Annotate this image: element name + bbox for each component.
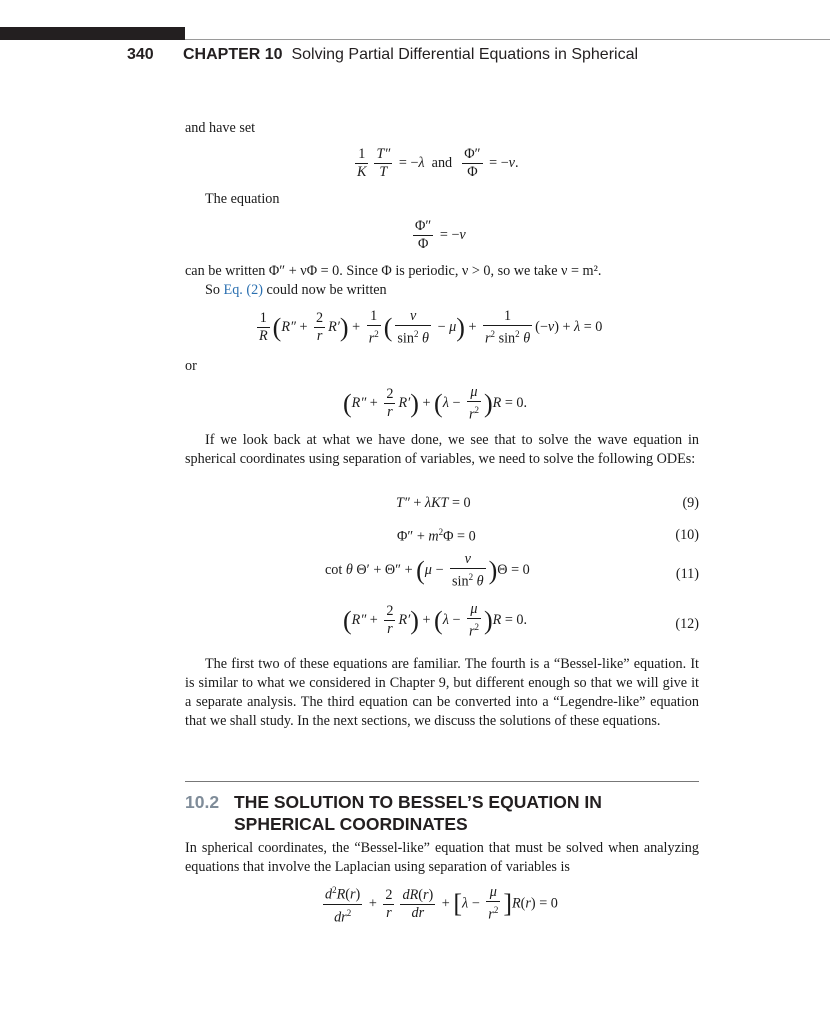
- page-number: 340: [127, 46, 154, 63]
- paragraph-look-back: If we look back at what we have done, we see that to solve the wave equation in spherical coordinates using separation of variables, we need to solve the following ODEs:: [185, 432, 699, 467]
- paragraph-spherical: In spherical coordinates, the “Bessel-like” equation that must be solved when analyzing equations that involve the Laplacian using separation of variables is: [185, 840, 699, 875]
- so-eq-prefix: So: [205, 282, 220, 298]
- equation-9-number: (9): [682, 495, 699, 511]
- equation-10-number: (10): [675, 527, 699, 543]
- paragraph-can-be-written: can be written Φ″ + νΦ = 0. Since Φ is periodic, ν > 0, so we take ν = m².: [185, 263, 602, 279]
- so-eq-suffix: could now be written: [266, 282, 387, 298]
- header-rule: [185, 39, 830, 40]
- section-title-line1: THE SOLUTION TO BESSEL’S EQUATION IN: [234, 792, 602, 812]
- running-head: [127, 46, 638, 64]
- section-heading: [185, 791, 705, 835]
- section-divider: [185, 781, 699, 782]
- header-bar: [0, 27, 185, 40]
- equation-11: cot θ Θ′ + Θ″ + (μ − $\frac{\nu}{\sin^2 \theta}$ )Θ = 0: [325, 551, 530, 590]
- paragraph-so-eq: [185, 281, 699, 300]
- paragraph-and-have-set: and have set: [185, 120, 256, 136]
- chapter-title: Solving Partial Differential Equations in Spherical: [291, 46, 639, 63]
- paragraph-the-equation: The equation: [205, 191, 280, 207]
- chapter-label: CHAPTER 10: [183, 46, 283, 63]
- equation-bessel-like: $\frac{d^2R(r)}{dr^2}$ + $\frac{2}{r}$ $\frac{dR(r)}{dr}$ + [λ − $\frac{\mu}{r^2}$ ]R(r) = 0: [325, 884, 558, 926]
- equation-12: (R″ + $\frac{2}{r}$ R′) + (λ − $\frac{\mu}{r^2}$ )R = 0.: [343, 601, 528, 640]
- equation-9: T″ + λKT = 0: [396, 495, 471, 511]
- equation-11-number: (11): [675, 566, 699, 582]
- equation-12-number: (12): [675, 616, 699, 632]
- section-title-line2: SPHERICAL COORDINATES: [234, 814, 468, 834]
- paragraph-or: or: [185, 358, 197, 374]
- eq-2-link[interactable]: Eq. (2): [223, 282, 263, 298]
- paragraph-first-two: The first two of these equations are familiar. The fourth is a “Bessel-like” equation. It is similar to what we considered in Chapter 9, but different enough so that we will give it a separate analysis. The third equation can be converted into a “Legendre-like” equation that we shall study. In the next sections, we discuss the solutions of these equations.: [185, 656, 699, 729]
- equation-separation-constants: $\frac{1}{K}$ $\frac{T''}{T}$ = −λ and $\frac{\Phi''}{\Phi}$ = −ν.: [357, 146, 519, 180]
- equation-combined: $\frac{1}{R}$ (R″ + $\frac{2}{r}$ R′) + $\frac{1}{r^2}$ ( $\frac{\nu}{\sin^2 \theta}$ − μ) + $\frac{1}{r^2 \sin^2 \theta}$ (−ν) + λ = 0: [259, 308, 603, 347]
- section-number: 10.2: [185, 792, 220, 812]
- equation-phi: $\frac{\Phi''}{\Phi}$ = −ν: [415, 218, 466, 252]
- equation-10: $\Phi'' + m^2\Phi = 0$: [397, 527, 476, 545]
- equation-radial: (R″ + $\frac{2}{r}$ R′) + (λ − $\frac{\mu}{r^2}$ )R = 0.: [343, 384, 528, 423]
